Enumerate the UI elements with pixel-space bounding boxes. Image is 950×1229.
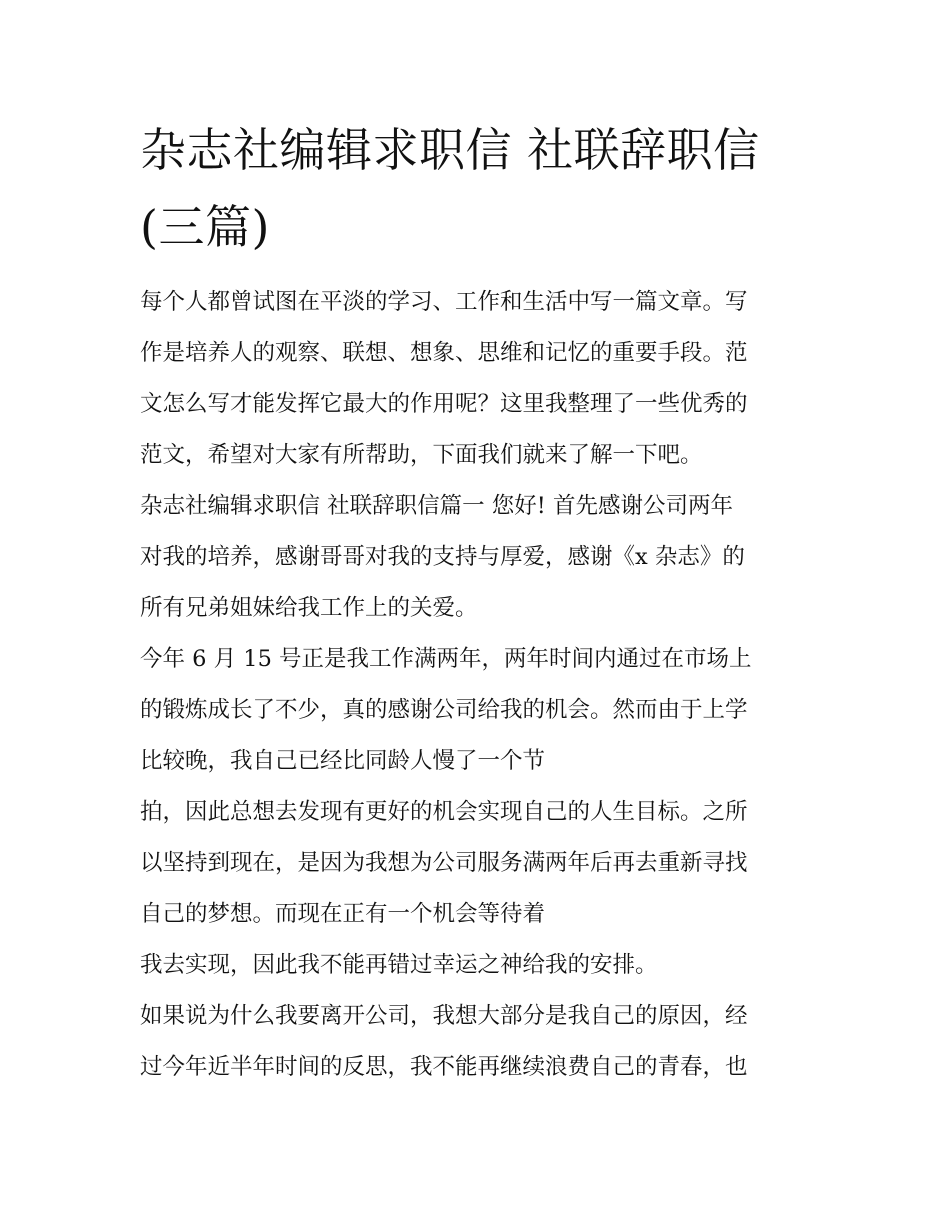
text-line: 对我的培养，感谢哥哥对我的支持与厚爱，感谢《x 杂志》的 — [140, 544, 745, 570]
text-line: 范文，希望对大家有所帮助，下面我们就来了解一下吧。 — [140, 442, 703, 468]
text-line: 以坚持到现在，是因为我想为公司服务满两年后再去重新寻找 — [140, 850, 748, 876]
paragraph-intro — [140, 277, 830, 481]
title-line: (三篇) — [140, 200, 270, 254]
text-line: 文怎么写才能发挥它最大的作用呢？这里我整理了一些优秀的 — [140, 391, 748, 417]
text-line: 过今年近半年时间的反思，我不能再继续浪费自己的青春，也 — [140, 1054, 748, 1080]
text-line: 杂志社编辑求职信 社联辞职信篇一 您好! 首先感谢公司两年 — [140, 493, 733, 519]
paragraph-reason — [140, 991, 830, 1093]
text-line: 我去实现，因此我不能再错过幸运之神给我的安排。 — [140, 952, 658, 978]
paragraph-goals — [140, 787, 830, 940]
document-title — [140, 112, 830, 266]
paragraph-opportunity — [140, 940, 830, 991]
text-line: 如果说为什么我要离开公司，我想大部分是我自己的原因，经 — [140, 1003, 748, 1029]
text-line: 自己的梦想。而现在正有一个机会等待着 — [140, 901, 546, 927]
text-line: 今年 6 月 15 号正是我工作满两年，两年时间内通过在市场上 — [140, 646, 752, 672]
paragraph-greeting — [140, 481, 830, 634]
text-line: 拍，因此总想去发现有更好的机会实现自己的人生目标。之所 — [140, 799, 748, 825]
text-line: 作是培养人的观察、联想、想象、思维和记忆的重要手段。范 — [140, 340, 748, 366]
text-line: 的锻炼成长了不少，真的感谢公司给我的机会。然而由于上学 — [140, 697, 748, 723]
text-line: 每个人都曾试图在平淡的学习、工作和生活中写一篇文章。写 — [140, 289, 748, 315]
paragraph-anniversary — [140, 634, 830, 787]
title-line: 杂志社编辑求职信 社联辞职信 — [140, 123, 760, 177]
text-line: 所有兄弟姐妹给我工作上的关爱。 — [140, 595, 478, 621]
document-body — [140, 277, 830, 1093]
text-line: 比较晚，我自己已经比同龄人慢了一个节 — [140, 748, 546, 774]
